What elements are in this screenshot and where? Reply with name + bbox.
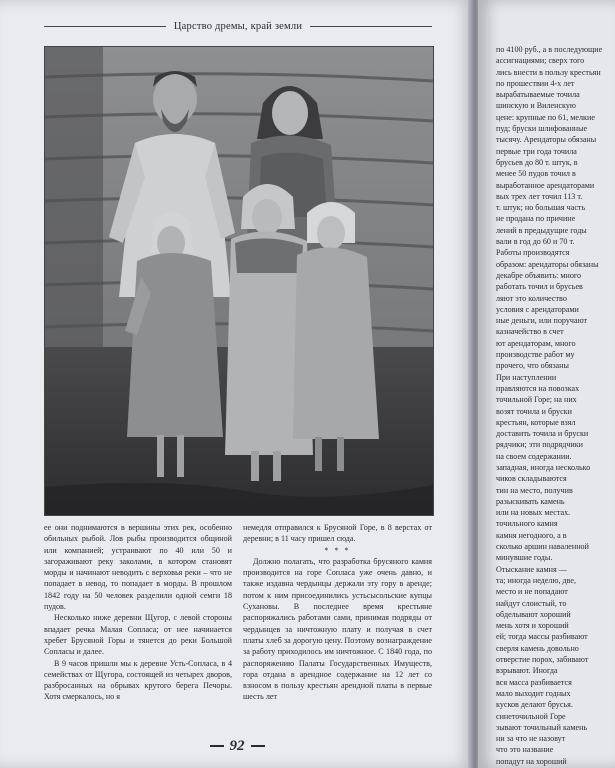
facing-page-line: взрывают. Иногда [496,666,558,676]
facing-page-line: казначейство в счет [496,327,564,337]
facing-page-line: образом: арендаторы обязаны [496,259,599,269]
facing-page-line: разыскивать камень [496,496,565,506]
page-number [196,737,278,755]
facing-page-line: брусьев до 80 т. штук, в [496,157,578,167]
paragraph: В 9 часов пришли мы к деревне Усть-Сопласа, в 4 семействах от Щугора, состоящей из четырех дворов, разбросанных на обрывах крутого берега Печоры. Хотя смеркалось, но я [44,658,232,702]
facing-page-line: зывают точильный камень [496,722,588,732]
facing-page-line: вырабатываемые точила [496,90,580,100]
facing-page-line: вали в год до 60 и 70 т. [496,237,575,247]
facing-page-line: вся масса разбивается [496,677,572,687]
facing-page-line: рядчики; эти подрядчики [496,440,584,450]
facing-page-line: найдут слоистый, то [496,598,567,608]
facing-page-line: обделывают хороший [496,609,571,619]
paragraph: Должно полагать, что разработка брусяного камня производится на горе Сопласа уже очень давно, и также издавна чердынцы держали эту гору в аренде; потом к ним присоединились устьсысольские купцы Сухановы. В последнее время крестьяне распоряжались работами сами, принимая подряды от чердынцев за ничтожную плату и получая в счет платы хлеб за дорогую цену. Поэтому вознаграждение за работу приходилось им ничтожное. С 1840 года, по распоряжению Палаты Государственных Имуществ, гора отдана в арендное содержание на 12 лет со взносом в пользу крестьян арендной платы в первые шесть лет [243,556,432,702]
facing-page-line: сколько аршин наваленной [496,542,589,552]
page-number-dash-left [210,745,224,747]
facing-page-line: что это название [496,745,554,755]
facing-page-line: сверля камень довольно [496,643,579,653]
facing-page [478,0,615,768]
facing-page-line: мень хотя и хороший [496,621,569,631]
facing-page-line: вых трех лет точил 113 т. [496,191,583,201]
facing-page-line: прочего, что обязаны [496,361,569,371]
facing-page-line: не продана по причине [496,214,576,224]
facing-page-line: по прошествии 4-х лет [496,78,575,88]
facing-page-line: При наступлении [496,372,557,382]
facing-page-line: кусков делают брусья. [496,700,573,710]
running-title: Царство дремы, край земли [173,20,303,32]
facing-page-line: ные деньги, или поручают [496,316,588,326]
facing-page-line: отверстие порох, забивают [496,655,589,665]
facing-page-line: тысячу. Арендаторы обязаны [496,135,597,145]
facing-page-line: по 4100 руб., а в последующие [496,45,603,54]
paragraph: Несколько ниже деревни Щугор, с левой стороны впадает речка Малая Сопласа; от нее начинается хребет Брусяной Горы и тянется до реки Большой Сопласы и далее. [44,613,232,657]
facing-page-line: точильного камня [496,519,558,529]
facing-page-line: шинскую и Виленскую [496,101,576,111]
facing-page-line: ни за что не назовут [496,734,566,744]
section-separator: * * * [324,545,351,555]
facing-page-line: попадут на хороший [496,756,567,766]
facing-page-line: крестьян, которые взял [496,417,576,427]
facing-page-line: та; иногда неделю, две, [496,575,577,585]
header-rule-left [44,26,166,27]
facing-page-text [486,44,615,767]
paragraph: ее они поднимаются в вершины этих рек, особенно обильных рыбой. Лов рыбы производится общиной или компанией; устраивают по 40 или 50 и загораживают реку заколами, в котором становят морды и начинают неводить с верховья реки – что не попадает в невод, то попадает в морды. В прошлом 1842 году на 50 человек разделили одной семги 18 пудов. [44,523,232,612]
facing-page-line: мало выходит годных [496,688,571,698]
facing-page-line: западная, иногда несколько [496,462,591,472]
facing-page-line: место и не попадают [496,587,568,597]
facing-page-line: ляют это количество [496,293,567,303]
facing-page-line: на своем содержании. [496,451,572,461]
facing-page-line: доставить точила и бруски [496,429,589,439]
facing-page-line: выработанное арендаторами [496,180,595,190]
facing-page-line: тин на место, получив [496,485,573,495]
facing-page-line: ей; тогда массы разбивают [496,632,588,642]
facing-page-line: возят точила и бруски [496,406,572,416]
family-photograph [44,46,434,516]
facing-page-line: лений в предыдущие годы [496,225,587,235]
header-rule-right [310,26,432,27]
facing-page-line: Отыскание камня — [496,564,567,574]
facing-page-line: декабре объявить: много [496,270,582,280]
page-number-text: 92 [229,737,245,754]
facing-page-line: цене: крупные по 61, мелкие [496,112,595,122]
facing-page-line: камня негодного, а в [496,530,567,540]
facing-page-line: пуд; бруски шлифованные [496,124,588,134]
facing-page-line: правляются на повозках [496,383,580,393]
facing-page-line: производстве работ му [496,350,575,360]
text-column-right [243,522,432,703]
facing-page-line: точильной Горе; на них [496,395,577,405]
facing-page-line: т. штук; но большая часть [496,203,586,213]
facing-page-line: ют арендаторам, много [496,338,576,348]
facing-page-line: чиков складываются [496,474,567,484]
facing-page-line: менее 50 пудов точил в [496,169,576,179]
facing-page-line: Работы производятся [496,248,570,258]
facing-page-line: работать точил и брусьев [496,282,583,292]
facing-page-line: минувшие годы. [496,553,553,563]
facing-page-line: синеточильной Горе [496,711,566,721]
facing-page-line: лись внести в пользу крестьян [496,67,601,77]
page-number-dash-right [251,745,265,747]
running-header [44,18,432,34]
facing-page-line: или на новых местах. [496,508,571,518]
facing-page-line: условия с арендаторами [496,304,579,314]
facing-page-line: ассигнациями; сверх того [496,56,585,66]
text-column-left [44,522,232,703]
facing-page-line: первые три года точила [496,146,577,156]
paragraph: немедля отправился к Брусяной Горе, в 8 верстах от деревни; в 11 часу пришел сюда. [243,523,432,544]
